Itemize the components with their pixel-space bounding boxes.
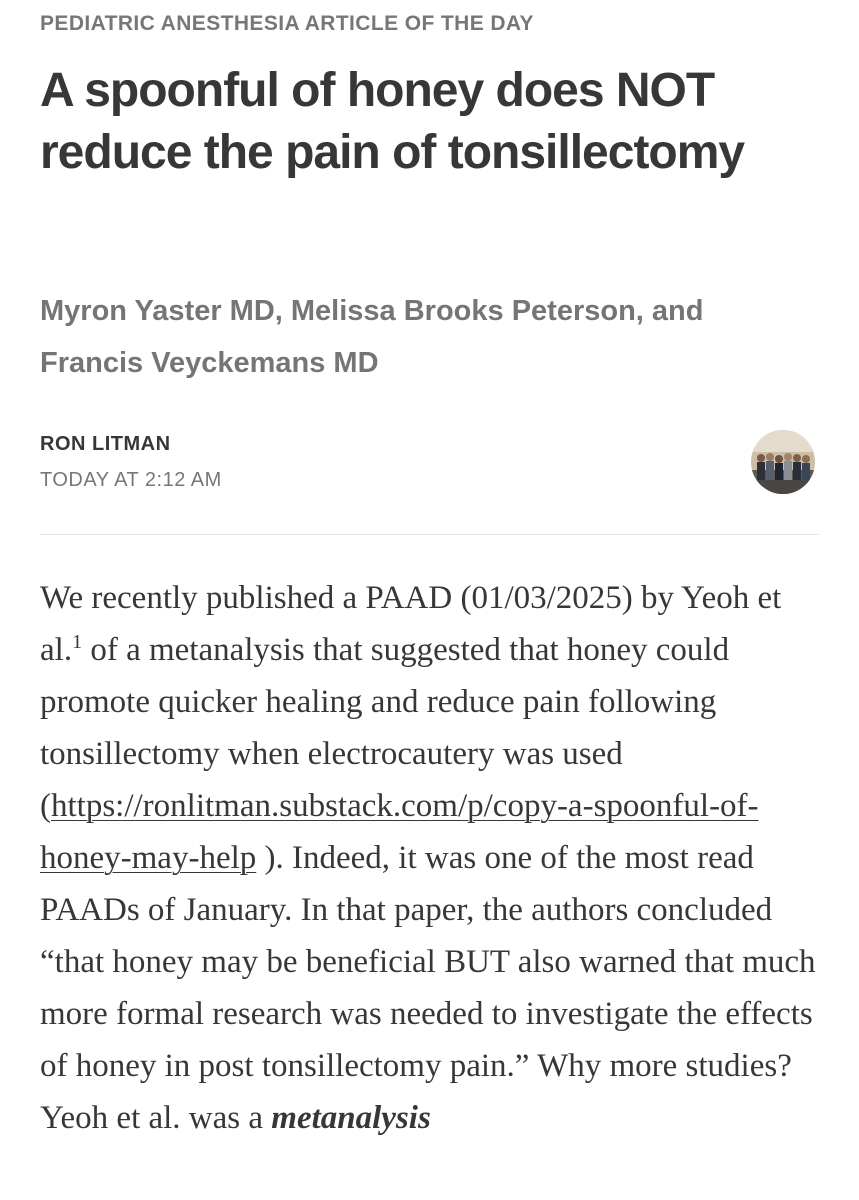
article-link[interactable]: https://ronlitman.substack.com/p/copy-a-spoonful-of-honey-may-help (40, 788, 759, 876)
section-kicker[interactable]: PEDIATRIC ANESTHESIA ARTICLE OF THE DAY (40, 12, 534, 35)
author-name[interactable]: RON LITMAN (40, 433, 171, 455)
group-photo-avatar-icon (751, 430, 815, 494)
author-avatar[interactable] (751, 430, 815, 494)
footnote-ref[interactable]: 1 (72, 631, 83, 653)
article-title: A spoonful of honey does NOT reduce the pain of tonsillectomy (40, 64, 745, 179)
body-text-3: ). Indeed, it was one of the most read PAADs of January. In that paper, the authors concluded “that honey may be beneficial BUT also warned that much more formal research was needed to investigate the effects of honey in post tonsillectomy pain.” Why more studies? Yeoh et al. was a (40, 840, 816, 1136)
body-text-1: We recently published a PAAD (01/03/2025) by Yeoh et al. (40, 580, 782, 668)
post-date: TODAY AT 2:12 AM (40, 469, 222, 491)
byline (40, 430, 819, 496)
article-subtitle: Myron Yaster MD, Melissa Brooks Peterson, and Francis Veyckemans MD (40, 295, 704, 379)
body-emphasis: metanalysis (271, 1100, 431, 1136)
body-text-2: of a metanalysis that suggested that honey could promote quicker healing and reduce pain following tonsillectomy when electrocautery was used ( (40, 632, 730, 824)
article-body (40, 572, 819, 1144)
header-divider (40, 534, 819, 535)
